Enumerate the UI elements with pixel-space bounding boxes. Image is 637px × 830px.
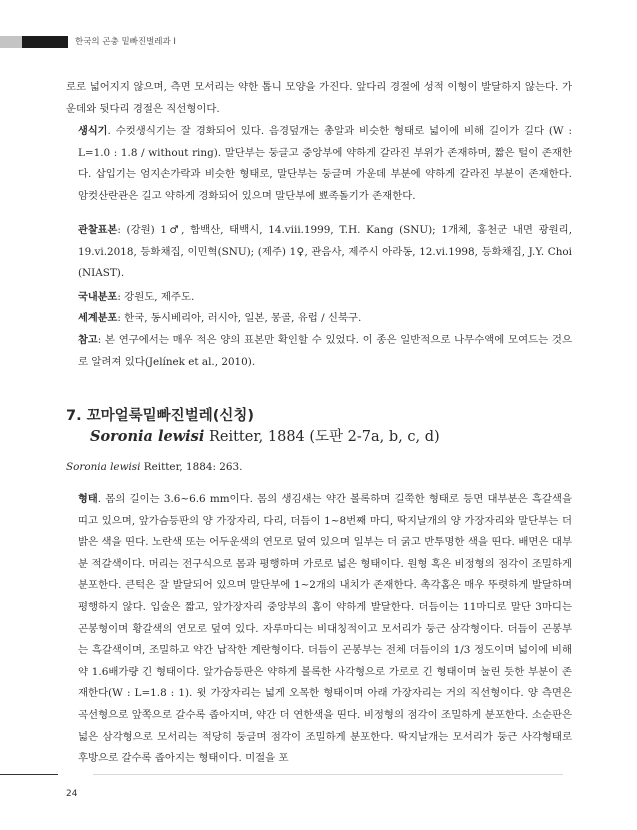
label-korea-distribution: 국내분포 <box>78 292 118 303</box>
text-morphology: . 몸의 길이는 3.6~6.6 mm이다. 몸의 생김새는 약간 볼록하며 길쭉한 형태로 등면 대부분은 흑갈색을 띠고 있으며, 앞가슴등판의 양 가장자리, 다리, 더듬이 1~8번째 마디, 딱지날개의 양 가장자리와 말단부는 더 밝은 색을 띤다. 노란색 또는 어두운색의 연모로 덮여 있으며 일부는 더 굵고 반투명한 색을 띤다. 배면은 대부분 적갈색이다. 머리는 전구식으로 몸과 평행하며 가로로 넓은 형태이다. 원형 혹은 비정형의 점각이 조밀하게 분포한다. 큰턱은 잘 발달되어 있으며 말단부에 1~2개의 내치가 존재한다. 촉각홈은 매우 뚜렷하게 발달하며 평행하지 않다. 입술은 짧고, 앞가장자리 중앙부의 홈이 약하게 발달한다. 더듬이는 11마디로 말단 3마디는 곤봉형이며 황갈색의 연모로 덮여 있다. 자루마디는 비대칭적이고 모서리가 둥근 삼각형이다. 더듬이 곤봉부는 흑갈색이며, 조밀하고 약간 납작한 계란형이다. 더듬이 곤봉부는 전체 더듬이의 1/3 정도이며 넓이에 비해 약 1.6배가량 긴 형태이다. 앞가슴등판은 약하게 볼록한 사각형으로 가로로 긴 형태이며 눌린 듯한 부분이 존재한다(W : L=1.8 : 1). 윗 가장자리는 넓게 오목한 형태이며 아래 가장자리는 거의 직선형이다. 양 측면은 곡선형으로 앞쪽으로 갈수록 좁아지며, 약간 더 연한색을 띤다. 비정형의 점각이 조밀하게 분포한다. 소순판은 넓은 삼각형으로 모서리는 적당히 둥글며 점각이 조밀하게 분포한다. 딱지날개는 모서리가 둥근 사각형태로 후방으로 갈수록 좁아지는 형태이다. 미절을 포 <box>78 493 572 765</box>
running-header: 한국의 곤충 밑빠진벌레과 I <box>75 37 176 47</box>
text-korea-distribution: : 강원도, 제주도. <box>117 291 195 303</box>
citation-name: Soronia lewisi <box>66 461 141 473</box>
header-grey-bar <box>0 36 22 48</box>
original-citation <box>66 461 242 473</box>
label-remarks: 참고 <box>78 335 98 346</box>
paragraph-specimens <box>66 220 572 285</box>
page-number: 24 <box>66 789 78 799</box>
scientific-name-author: Reitter, 1884 (도판 2-7a, b, c, d) <box>204 429 440 445</box>
paragraph-world-distribution <box>66 308 572 330</box>
paragraph-genitalia <box>66 121 572 207</box>
label-genitalia: 생식기 <box>78 126 108 137</box>
label-world-distribution: 세계분포 <box>78 313 118 324</box>
label-specimens: 관찰표본 <box>78 225 118 236</box>
paragraph-legs: 로로 넓어지지 않으며, 측면 모서리는 약한 톱니 모양을 가진다. 앞다리 경절에 성적 이형이 발달하지 않는다. 가운데와 뒷다리 경절은 직선형이다. <box>66 81 572 115</box>
text-world-distribution: : 한국, 동시베리아, 러시아, 일본, 몽골, 유럽 / 신북구. <box>117 312 362 324</box>
species-scientific-name <box>90 425 440 446</box>
text-remarks: : 본 연구에서는 매우 적은 양의 표본만 확인할 수 있었다. 이 종은 일반적으로 나무수액에 모여드는 것으로 알려져 있다(Jelínek et al., 2010). <box>78 334 572 368</box>
paragraph-remarks <box>66 330 572 373</box>
text-genitalia: . 수컷생식기는 잘 경화되어 있다. 음경덮개는 총알과 비슷한 형태로 넓이에 비해 길이가 길다 (W : L=1.0 : 1.8 / without ring). 말단부는 둥글고 중앙부에 약하게 갈라진 부위가 존재하며, 짧은 털이 존재한다. 삽입기는 엄지손가락과 비슷한 형태로, 말단부는 둥글며 가운데 부분에 약하게 갈라진 부분이 존재한다. 암컷산란관은 길고 약하게 경화되어 있으며 말단부에 뾰족돌기가 존재한다. <box>78 125 572 202</box>
species-heading: 7. 꼬마얼룩밑빠진벌레(신칭) <box>66 408 254 424</box>
citation-rest: Reitter, 1884: 263. <box>140 461 243 473</box>
paragraph-korea-distribution <box>66 287 572 309</box>
scientific-name-italic: Soronia lewisi <box>90 428 205 445</box>
text-specimens: : (강원) 1♂, 함백산, 태백시, 14.viii.1999, T.H. Kang (SNU); 1개체, 홍천군 내면 광원리, 19.vi.2018, 등화채집, 이민혁(SNU); (제주) 1♀, 관음사, 제주시 아라동, 12.vi.1998, 등화채집, J.Y. Choi (NIAST). <box>78 224 572 280</box>
header-black-bar <box>22 36 68 48</box>
label-morphology: 형태 <box>78 494 98 505</box>
footer-rule-dark <box>0 774 58 775</box>
footer-rule-light <box>93 774 563 775</box>
paragraph-morphology <box>66 489 572 770</box>
